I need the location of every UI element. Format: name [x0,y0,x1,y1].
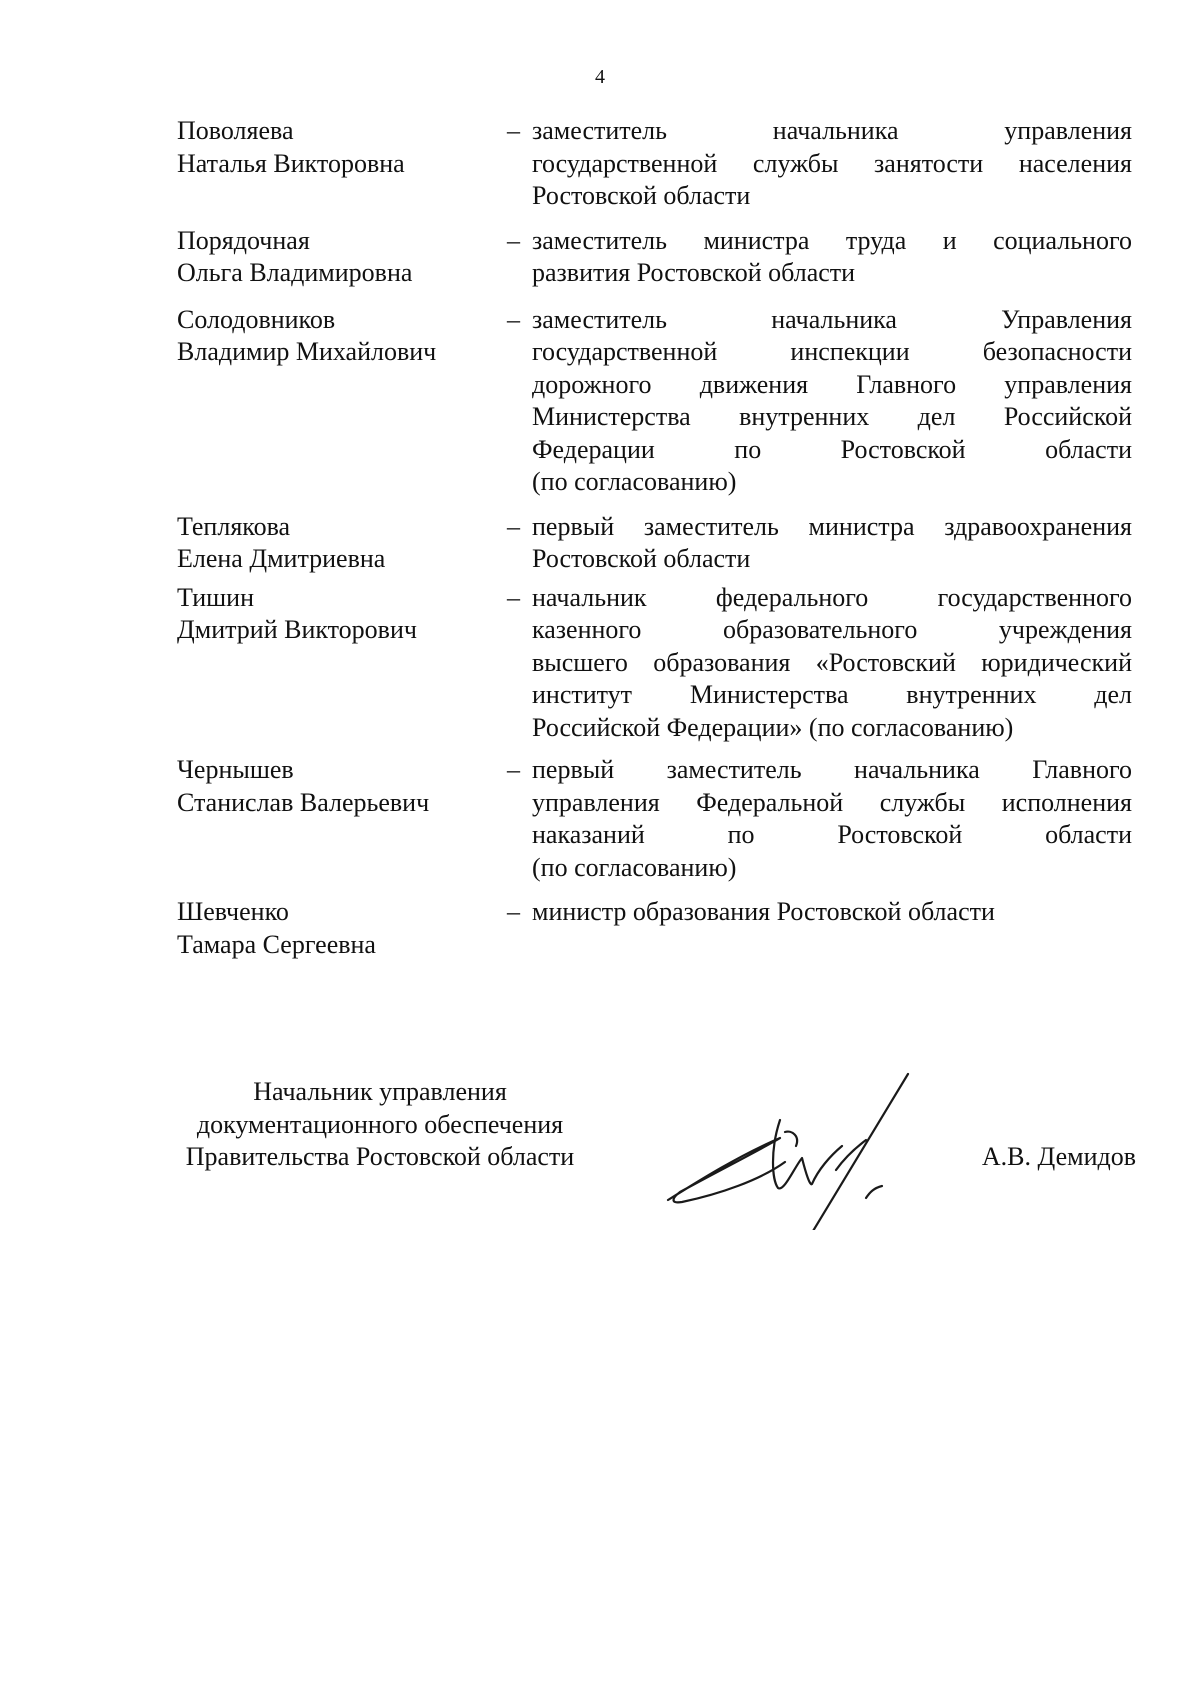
signatory-position [160,1076,600,1174]
member-entry [177,896,1137,961]
role-line: казенного образовательного учреждения [532,615,1132,644]
member-name [177,511,507,576]
page-number: 4 [595,66,605,88]
dash-separator: – [507,511,520,541]
member-role [532,225,1132,290]
member-role [532,754,1132,884]
member-role [532,115,1132,213]
member-given-names: Станислав Валерьевич [177,787,430,817]
member-given-names: Дмитрий Викторович [177,615,417,644]
role-line: государственной инспекции безопасности [532,337,1132,366]
commission-members-list [177,115,1137,961]
role-line: государственной службы занятости населения [532,148,1132,178]
member-surname: Теплякова [177,511,291,541]
role-line: первый заместитель начальника Главного [532,755,1132,784]
member-entry [177,225,1137,290]
role-line: (по согласованию) [532,467,737,496]
member-surname: Порядочная [177,225,310,255]
member-role [532,511,1132,576]
role-line: заместитель начальника управления [532,116,1132,145]
role-line: институт Министерства внутренних дел [532,680,1132,709]
member-entry [177,115,1137,213]
role-line: высшего образования «Ростовский юридический [532,647,1132,677]
role-line: министр образования Ростовской области [532,897,995,926]
member-surname: Солодовников [177,304,336,334]
role-line: наказаний по Ростовской области [532,820,1132,849]
role-line: (по согласованию) [532,852,737,882]
dash-separator: – [507,116,520,145]
role-line: управления Федеральной службы исполнения [532,787,1132,817]
member-given-names: Тамара Сергеевна [177,929,376,959]
member-entry [177,511,1137,576]
role-line: Федерации по Ростовской области [532,434,1132,464]
position-line: Правительства Ростовской области [185,1142,575,1171]
member-name [177,754,507,884]
role-line: развития Ростовской области [532,258,856,287]
member-entry [177,754,1137,884]
member-given-names: Наталья Викторовна [177,148,405,178]
member-given-names: Елена Дмитриевна [177,544,386,573]
member-entry [177,582,1137,745]
role-line: Министерства внутренних дел Российской [532,402,1132,431]
dash-separator: – [507,582,520,612]
member-surname: Поволяева [177,116,294,145]
dash-separator: – [507,897,520,926]
member-name [177,304,507,499]
member-surname: Шевченко [177,897,289,926]
dash-separator: – [507,225,520,255]
handwritten-signature [660,1070,940,1230]
role-line: первый заместитель министра здравоохранения [532,511,1132,541]
member-surname: Чернышев [177,755,294,784]
role-line: заместитель министра труда и социального [532,225,1132,255]
role-line: Ростовской области [532,181,751,210]
member-surname: Тишин [177,582,254,612]
member-name [177,582,507,745]
member-given-names: Владимир Михайлович [177,337,437,366]
role-line: Российской Федерации» (по согласованию) [532,712,1014,742]
role-line: заместитель начальника Управления [532,304,1132,334]
member-name [177,225,507,290]
member-name [177,115,507,213]
dash-separator: – [507,304,520,334]
role-line: Ростовской области [532,544,751,573]
role-line: дорожного движения Главного управления [532,369,1132,399]
dash-separator: – [507,755,520,784]
position-line: Начальник управления [253,1077,507,1106]
member-given-names: Ольга Владимировна [177,258,413,287]
member-name [177,896,507,961]
role-line: начальник федерального государственного [532,582,1132,612]
member-role [532,304,1132,499]
position-line: документационного обеспечения [196,1109,564,1139]
signer-name: А.В. Демидов [981,1142,1136,1171]
member-entry [177,304,1137,499]
member-role [532,896,1132,961]
member-role [532,582,1132,745]
